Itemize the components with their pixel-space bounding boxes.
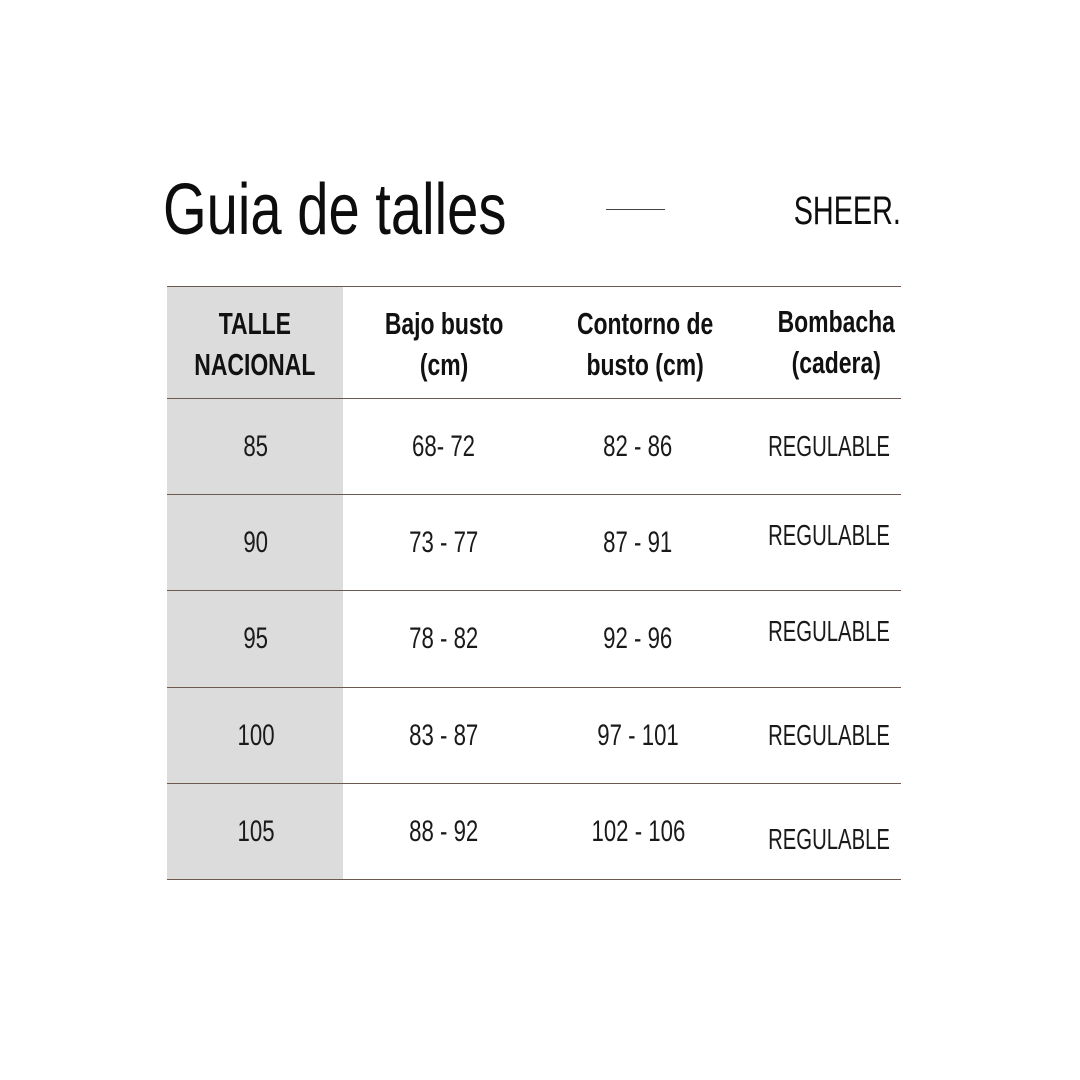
size-table	[167, 286, 901, 881]
column-header-label: TALLE NACIONAL	[194, 306, 316, 382]
table-cell-size: 85	[243, 429, 269, 463]
page-title: Guia de talles	[163, 170, 507, 250]
brand-name: SHEER.	[793, 189, 901, 233]
column-header-label: Bombacha (cadera)	[777, 304, 895, 380]
table-cell-contorno: 97 - 101	[597, 718, 679, 752]
table-cell-bajo-busto: 78 - 82	[409, 622, 479, 655]
table-cell-size: 105	[237, 814, 275, 848]
title-divider	[606, 209, 665, 210]
table-cell-contorno: 102 - 106	[591, 814, 685, 848]
column-header-label: Contorno de busto (cm)	[576, 306, 714, 382]
table-cell-bajo-busto: 88 - 92	[409, 814, 479, 848]
column-header-label: Bajo busto (cm)	[384, 306, 504, 382]
table-cell-contorno: 82 - 86	[603, 429, 673, 463]
table-cell-bombacha: REGULABLE	[768, 719, 890, 752]
column-header-talle-nacional	[167, 290, 343, 398]
table-cell-contorno: 87 - 91	[603, 525, 673, 559]
column-header-contorno-de-busto	[539, 290, 751, 398]
table-cell-bajo-busto: 83 - 87	[409, 718, 479, 752]
table-cell-bombacha: REGULABLE	[768, 616, 890, 648]
column-header-bajo-busto	[349, 290, 539, 398]
table-cell-bombacha: REGULABLE	[768, 823, 890, 856]
table-cell-bombacha: REGULABLE	[768, 430, 890, 463]
column-header-bombacha	[751, 288, 921, 396]
table-cell-size: 90	[243, 525, 269, 559]
table-cell-contorno: 92 - 96	[603, 622, 673, 655]
table-cell-bajo-busto: 73 - 77	[409, 525, 479, 559]
table-cell-bombacha: REGULABLE	[768, 519, 890, 552]
table-rule-top	[167, 286, 901, 287]
table-cell-bajo-busto: 68- 72	[412, 429, 476, 463]
table-cell-size: 100	[237, 718, 275, 752]
table-cell-size: 95	[243, 622, 269, 655]
